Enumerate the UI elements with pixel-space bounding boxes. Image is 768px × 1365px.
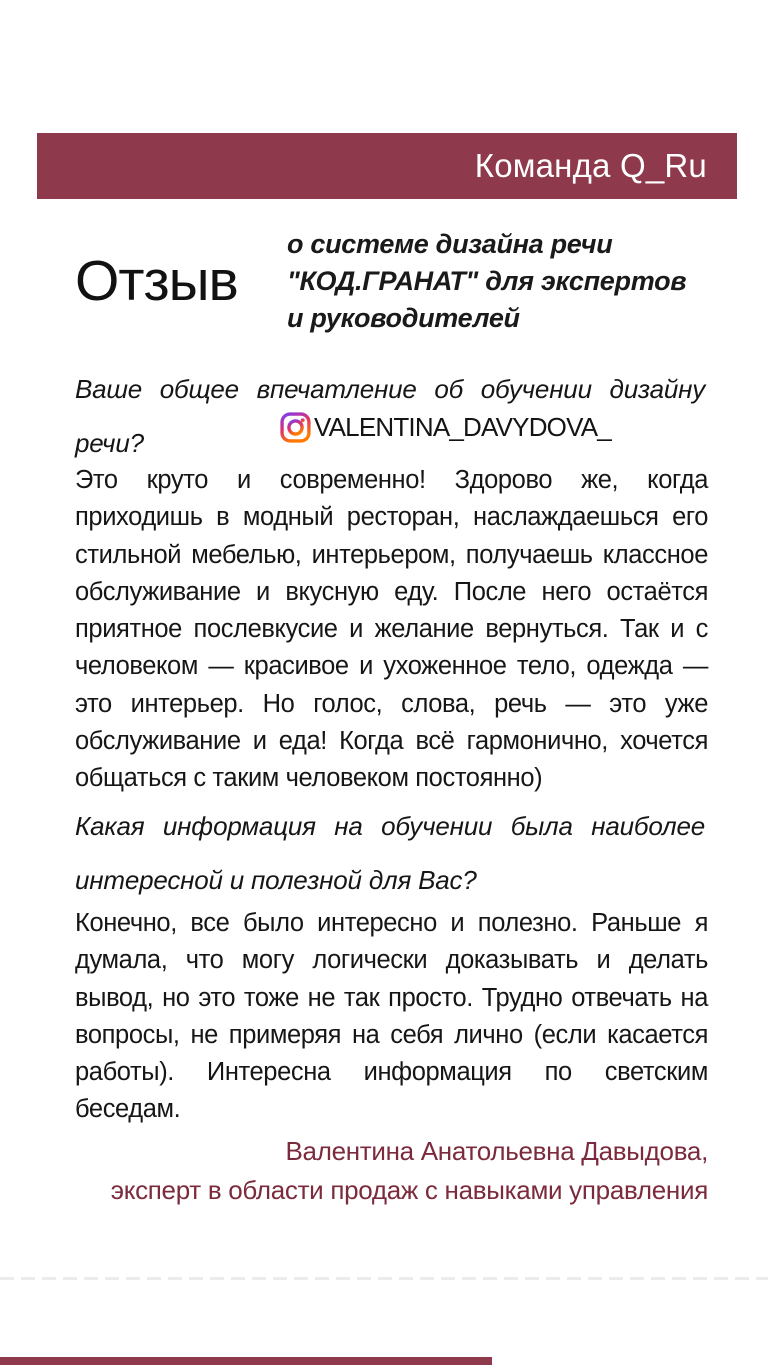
instagram-handle-text: VALENTINA_DAVYDOVA_ <box>314 412 611 442</box>
team-banner <box>37 133 737 199</box>
subtitle-line-3: и руководителей <box>287 303 520 333</box>
bottom-accent-bar <box>0 1357 492 1365</box>
answer-2: Конечно, все было интересно и полезно. Раньше я думала, что могу логически доказывать и делать вывод, но это тоже не так просто. Трудно отвечать на вопросы, не примеряя на себя лично (если касается работы). Интересна информация по светским беседам. <box>75 909 708 1124</box>
signature <box>75 1132 708 1210</box>
page-subtitle <box>287 226 712 337</box>
question-2: Какая информация на обучении была наиболее интересной и полезной для Вас? <box>75 811 705 895</box>
question-1: Ваше общее впечатление об обучении дизайну речи? <box>75 374 705 458</box>
answer-1: Это круто и современно! Здорово же, когда приходишь в модный ресторан, наслаждаешься его стильной мебелью, интерьером, получаешь классное обслуживание и вкусную еду. После него остаётся приятное послевкусие и желание вернуться. Так и с человеком — красивое и ухоженное тело, одежда — это интерьер. Но голос, слова, речь — это уже обслуживание и еда! Когда всё гармонично, хочется общаться с таким человеком постоянно) <box>75 466 708 793</box>
team-banner-label: Команда Q_Ru <box>474 147 707 184</box>
subtitle-line-2: "КОД.ГРАНАТ" для экспертов <box>287 266 687 296</box>
subtitle-line-1: о системе дизайна речи <box>287 229 613 259</box>
dashed-divider <box>0 1277 768 1280</box>
instagram-handle <box>280 412 611 443</box>
instagram-icon <box>280 412 311 443</box>
page-title: Отзыв <box>75 249 238 313</box>
signature-role: эксперт в области продаж с навыками управления <box>110 1175 708 1205</box>
signature-name: Валентина Анатольевна Давыдова, <box>285 1136 708 1166</box>
